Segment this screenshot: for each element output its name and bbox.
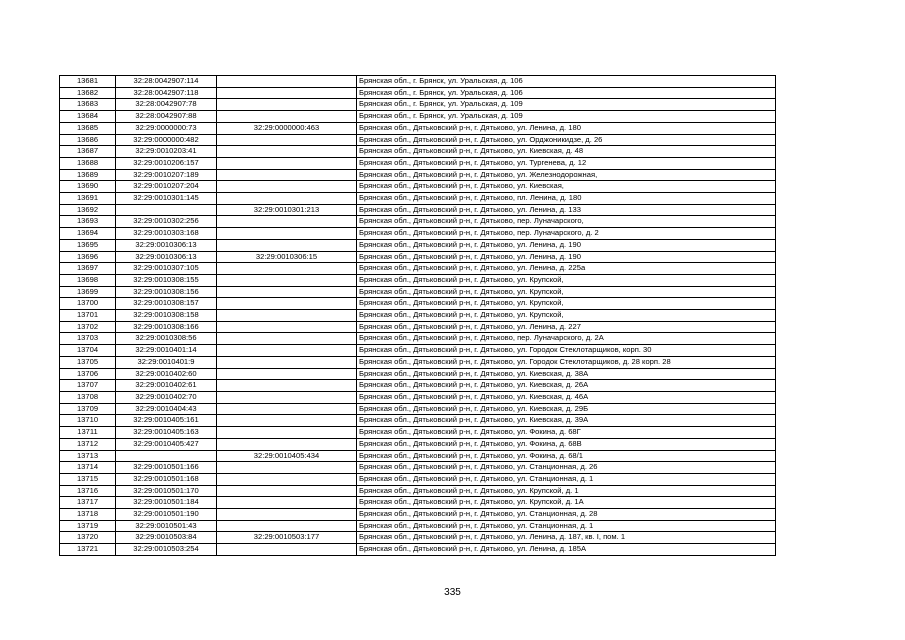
address-cell: Брянская обл., Дятьковский р-н, г. Дятьково, ул. Станционная, д. 1 xyxy=(357,520,776,532)
address-cell: Брянская обл., Дятьковский р-н, г. Дятьково, ул. Городок Стеклотарщиков, корп. 30 xyxy=(357,345,776,357)
row-number-cell: 13712 xyxy=(60,438,116,450)
address-cell: Брянская обл., Дятьковский р-н, г. Дятьково, ул. Крупской, xyxy=(357,286,776,298)
address-cell: Брянская обл., г. Брянск, ул. Уральская, д. 106 xyxy=(357,87,776,99)
linked-cadastral-number-cell xyxy=(217,403,357,415)
linked-cadastral-number-cell xyxy=(217,321,357,333)
table-row xyxy=(60,122,776,134)
address-cell: Брянская обл., Дятьковский р-н, г. Дятьково, ул. Железнодорожная, xyxy=(357,169,776,181)
row-number-cell: 13710 xyxy=(60,415,116,427)
cadastral-number-cell: 32:29:0010401:14 xyxy=(116,345,217,357)
cadastral-number-cell: 32:29:0010307:105 xyxy=(116,263,217,275)
row-number-cell: 13719 xyxy=(60,520,116,532)
address-cell: Брянская обл., Дятьковский р-н, г. Дятьково, ул. Ленина, д. 190 xyxy=(357,251,776,263)
table-row xyxy=(60,520,776,532)
cadastral-number-cell: 32:29:0010302:256 xyxy=(116,216,217,228)
linked-cadastral-number-cell xyxy=(217,415,357,427)
table-row xyxy=(60,427,776,439)
table-row xyxy=(60,345,776,357)
address-cell: Брянская обл., Дятьковский р-н, г. Дятьково, ул. Киевская, д. 48 xyxy=(357,146,776,158)
cadastral-number-cell: 32:29:0010404:43 xyxy=(116,403,217,415)
linked-cadastral-number-cell xyxy=(217,286,357,298)
address-cell: Брянская обл., Дятьковский р-н, г. Дятьково, пер. Луначарского, xyxy=(357,216,776,228)
page-number: 335 xyxy=(444,587,461,598)
table-row xyxy=(60,193,776,205)
table-row xyxy=(60,146,776,158)
row-number-cell: 13700 xyxy=(60,298,116,310)
linked-cadastral-number-cell xyxy=(217,157,357,169)
address-cell: Брянская обл., г. Брянск, ул. Уральская, д. 109 xyxy=(357,99,776,111)
cadastral-number-cell xyxy=(116,204,217,216)
table-row xyxy=(60,415,776,427)
table-row xyxy=(60,286,776,298)
cadastral-number-cell: 32:29:0010401:9 xyxy=(116,356,217,368)
address-cell: Брянская обл., Дятьковский р-н, г. Дятьково, ул. Ленина, д. 227 xyxy=(357,321,776,333)
cadastral-number-cell: 32:29:0010303:168 xyxy=(116,228,217,240)
linked-cadastral-number-cell xyxy=(217,473,357,485)
address-cell: Брянская обл., Дятьковский р-н, г. Дятьково, ул. Станционная, д. 28 xyxy=(357,509,776,521)
linked-cadastral-number-cell xyxy=(217,298,357,310)
address-cell: Брянская обл., Дятьковский р-н, г. Дятьково, ул. Киевская, xyxy=(357,181,776,193)
row-number-cell: 13708 xyxy=(60,391,116,403)
row-number-cell: 13703 xyxy=(60,333,116,345)
linked-cadastral-number-cell xyxy=(217,333,357,345)
linked-cadastral-number-cell xyxy=(217,134,357,146)
linked-cadastral-number-cell xyxy=(217,368,357,380)
linked-cadastral-number-cell: 32:29:0010306:15 xyxy=(217,251,357,263)
address-cell: Брянская обл., Дятьковский р-н, г. Дятьково, ул. Крупской, д. 1 xyxy=(357,485,776,497)
table-row xyxy=(60,263,776,275)
row-number-cell: 13709 xyxy=(60,403,116,415)
address-cell: Брянская обл., г. Брянск, ул. Уральская, д. 106 xyxy=(357,76,776,88)
address-cell: Брянская обл., Дятьковский р-н, г. Дятьково, пер. Луначарского, д. 2А xyxy=(357,333,776,345)
table-row xyxy=(60,298,776,310)
linked-cadastral-number-cell xyxy=(217,438,357,450)
address-cell: Брянская обл., Дятьковский р-н, г. Дятьково, ул. Крупской, xyxy=(357,310,776,322)
linked-cadastral-number-cell: 32:29:0010405:434 xyxy=(217,450,357,462)
address-cell: Брянская обл., Дятьковский р-н, г. Дятьково, ул. Ленина, д. 190 xyxy=(357,239,776,251)
address-cell: Брянская обл., Дятьковский р-н, г. Дятьково, ул. Крупской, д. 1А xyxy=(357,497,776,509)
address-cell: Брянская обл., Дятьковский р-н, г. Дятьково, пер. Луначарского, д. 2 xyxy=(357,228,776,240)
row-number-cell: 13718 xyxy=(60,509,116,521)
address-cell: Брянская обл., Дятьковский р-н, г. Дятьково, ул. Киевская, д. 46А xyxy=(357,391,776,403)
cadastral-number-cell xyxy=(116,450,217,462)
table-row xyxy=(60,356,776,368)
linked-cadastral-number-cell xyxy=(217,274,357,286)
cadastral-number-cell: 32:29:0010503:254 xyxy=(116,544,217,556)
row-number-cell: 13716 xyxy=(60,485,116,497)
row-number-cell: 13720 xyxy=(60,532,116,544)
table-row xyxy=(60,216,776,228)
linked-cadastral-number-cell: 32:29:0010301:213 xyxy=(217,204,357,216)
cadastral-number-cell: 32:29:0010503:84 xyxy=(116,532,217,544)
cadastral-number-cell: 32:28:0042907:118 xyxy=(116,87,217,99)
row-number-cell: 13687 xyxy=(60,146,116,158)
linked-cadastral-number-cell xyxy=(217,87,357,99)
address-cell: Брянская обл., Дятьковский р-н, г. Дятьково, ул. Киевская, д. 38А xyxy=(357,368,776,380)
row-number-cell: 13692 xyxy=(60,204,116,216)
table-row xyxy=(60,111,776,123)
cadastral-number-cell: 32:29:0010203:41 xyxy=(116,146,217,158)
cadastral-number-cell: 32:29:0010308:157 xyxy=(116,298,217,310)
table-row xyxy=(60,251,776,263)
cadastral-number-cell: 32:29:0010308:155 xyxy=(116,274,217,286)
cadastral-number-cell: 32:29:0010405:163 xyxy=(116,427,217,439)
address-cell: Брянская обл., Дятьковский р-н, г. Дятьково, ул. Тургенева, д. 12 xyxy=(357,157,776,169)
linked-cadastral-number-cell xyxy=(217,356,357,368)
linked-cadastral-number-cell: 32:29:0000000:463 xyxy=(217,122,357,134)
cadastral-number-cell: 32:29:0010501:190 xyxy=(116,509,217,521)
address-cell: Брянская обл., Дятьковский р-н, г. Дятьково, пл. Ленина, д. 180 xyxy=(357,193,776,205)
cadastral-number-cell: 32:29:0010501:184 xyxy=(116,497,217,509)
row-number-cell: 13701 xyxy=(60,310,116,322)
row-number-cell: 13707 xyxy=(60,380,116,392)
linked-cadastral-number-cell xyxy=(217,216,357,228)
row-number-cell: 13690 xyxy=(60,181,116,193)
table-row xyxy=(60,391,776,403)
address-cell: Брянская обл., Дятьковский р-н, г. Дятьково, ул. Фокина, д. 68В xyxy=(357,438,776,450)
row-number-cell: 13696 xyxy=(60,251,116,263)
cadastral-number-cell: 32:29:0010501:166 xyxy=(116,462,217,474)
address-cell: Брянская обл., Дятьковский р-н, г. Дятьково, ул. Фокина, д. 68/1 xyxy=(357,450,776,462)
table-row xyxy=(60,134,776,146)
row-number-cell: 13721 xyxy=(60,544,116,556)
row-number-cell: 13717 xyxy=(60,497,116,509)
linked-cadastral-number-cell xyxy=(217,76,357,88)
address-cell: Брянская обл., Дятьковский р-н, г. Дятьково, ул. Киевская, д. 26А xyxy=(357,380,776,392)
linked-cadastral-number-cell: 32:29:0010503:177 xyxy=(217,532,357,544)
address-cell: Брянская обл., Дятьковский р-н, г. Дятьково, ул. Крупской, xyxy=(357,274,776,286)
linked-cadastral-number-cell xyxy=(217,345,357,357)
table-row xyxy=(60,532,776,544)
cadastral-number-cell: 32:29:0010206:157 xyxy=(116,157,217,169)
table-row xyxy=(60,228,776,240)
row-number-cell: 13691 xyxy=(60,193,116,205)
linked-cadastral-number-cell xyxy=(217,193,357,205)
table-row xyxy=(60,462,776,474)
cadastral-number-cell: 32:29:0010308:166 xyxy=(116,321,217,333)
row-number-cell: 13681 xyxy=(60,76,116,88)
linked-cadastral-number-cell xyxy=(217,485,357,497)
linked-cadastral-number-cell xyxy=(217,497,357,509)
table-row xyxy=(60,169,776,181)
linked-cadastral-number-cell xyxy=(217,462,357,474)
address-cell: Брянская обл., Дятьковский р-н, г. Дятьково, ул. Орджоникидзе, д. 26 xyxy=(357,134,776,146)
address-cell: Брянская обл., Дятьковский р-н, г. Дятьково, ул. Ленина, д. 225а xyxy=(357,263,776,275)
cadastral-number-cell: 32:29:0010501:168 xyxy=(116,473,217,485)
register-table-body xyxy=(60,76,776,556)
linked-cadastral-number-cell xyxy=(217,111,357,123)
row-number-cell: 13697 xyxy=(60,263,116,275)
table-row xyxy=(60,509,776,521)
cadastral-number-cell: 32:29:0010405:161 xyxy=(116,415,217,427)
address-cell: Брянская обл., Дятьковский р-н, г. Дятьково, ул. Ленина, д. 133 xyxy=(357,204,776,216)
table-row xyxy=(60,157,776,169)
table-row xyxy=(60,99,776,111)
table-row xyxy=(60,380,776,392)
linked-cadastral-number-cell xyxy=(217,146,357,158)
linked-cadastral-number-cell xyxy=(217,544,357,556)
linked-cadastral-number-cell xyxy=(217,509,357,521)
table-row xyxy=(60,181,776,193)
row-number-cell: 13715 xyxy=(60,473,116,485)
row-number-cell: 13688 xyxy=(60,157,116,169)
cadastral-number-cell: 32:29:0010501:43 xyxy=(116,520,217,532)
table-row xyxy=(60,310,776,322)
cadastral-number-cell: 32:29:0010308:158 xyxy=(116,310,217,322)
table-row xyxy=(60,450,776,462)
table-row xyxy=(60,497,776,509)
row-number-cell: 13683 xyxy=(60,99,116,111)
row-number-cell: 13711 xyxy=(60,427,116,439)
table-row xyxy=(60,485,776,497)
cadastral-number-cell: 32:28:0042907:114 xyxy=(116,76,217,88)
address-cell: Брянская обл., Дятьковский р-н, г. Дятьково, ул. Фокина, д. 68Г xyxy=(357,427,776,439)
linked-cadastral-number-cell xyxy=(217,427,357,439)
cadastral-number-cell: 32:28:0042907:78 xyxy=(116,99,217,111)
address-cell: Брянская обл., Дятьковский р-н, г. Дятьково, ул. Ленина, д. 185А xyxy=(357,544,776,556)
cadastral-number-cell: 32:29:0010308:156 xyxy=(116,286,217,298)
linked-cadastral-number-cell xyxy=(217,99,357,111)
row-number-cell: 13685 xyxy=(60,122,116,134)
linked-cadastral-number-cell xyxy=(217,239,357,251)
row-number-cell: 13686 xyxy=(60,134,116,146)
row-number-cell: 13684 xyxy=(60,111,116,123)
cadastral-number-cell: 32:29:0010501:170 xyxy=(116,485,217,497)
table-row xyxy=(60,76,776,88)
table-row xyxy=(60,87,776,99)
linked-cadastral-number-cell xyxy=(217,169,357,181)
row-number-cell: 13704 xyxy=(60,345,116,357)
row-number-cell: 13705 xyxy=(60,356,116,368)
cadastral-number-cell: 32:29:0010402:60 xyxy=(116,368,217,380)
row-number-cell: 13689 xyxy=(60,169,116,181)
table-row xyxy=(60,403,776,415)
table-row xyxy=(60,544,776,556)
address-cell: Брянская обл., Дятьковский р-н, г. Дятьково, ул. Городок Стеклотарщиков, д. 28 корп. 28 xyxy=(357,356,776,368)
cadastral-number-cell: 32:29:0010402:61 xyxy=(116,380,217,392)
row-number-cell: 13713 xyxy=(60,450,116,462)
table-row xyxy=(60,239,776,251)
row-number-cell: 13706 xyxy=(60,368,116,380)
address-cell: Брянская обл., Дятьковский р-н, г. Дятьково, ул. Киевская, д. 29Б xyxy=(357,403,776,415)
linked-cadastral-number-cell xyxy=(217,181,357,193)
table-row xyxy=(60,438,776,450)
table-row xyxy=(60,368,776,380)
linked-cadastral-number-cell xyxy=(217,310,357,322)
address-cell: Брянская обл., Дятьковский р-н, г. Дятьково, ул. Крупской, xyxy=(357,298,776,310)
address-cell: Брянская обл., Дятьковский р-н, г. Дятьково, ул. Ленина, д. 180 xyxy=(357,122,776,134)
cadastral-number-cell: 32:29:0010207:189 xyxy=(116,169,217,181)
register-table xyxy=(59,75,776,556)
address-cell: Брянская обл., Дятьковский р-н, г. Дятьково, ул. Ленина, д. 187, кв. I, пом. 1 xyxy=(357,532,776,544)
cadastral-number-cell: 32:29:0010308:56 xyxy=(116,333,217,345)
cadastral-number-cell: 32:29:0010405:427 xyxy=(116,438,217,450)
cadastral-number-cell: 32:28:0042907:88 xyxy=(116,111,217,123)
address-cell: Брянская обл., Дятьковский р-н, г. Дятьково, ул. Киевская, д. 39А xyxy=(357,415,776,427)
row-number-cell: 13699 xyxy=(60,286,116,298)
linked-cadastral-number-cell xyxy=(217,380,357,392)
row-number-cell: 13682 xyxy=(60,87,116,99)
cadastral-number-cell: 32:29:0000000:73 xyxy=(116,122,217,134)
address-cell: Брянская обл., Дятьковский р-н, г. Дятьково, ул. Станционная, д. 1 xyxy=(357,473,776,485)
table-row xyxy=(60,274,776,286)
linked-cadastral-number-cell xyxy=(217,520,357,532)
cadastral-number-cell: 32:29:0010306:13 xyxy=(116,239,217,251)
cadastral-number-cell: 32:29:0010301:145 xyxy=(116,193,217,205)
row-number-cell: 13714 xyxy=(60,462,116,474)
cadastral-number-cell: 32:29:0010207:204 xyxy=(116,181,217,193)
row-number-cell: 13693 xyxy=(60,216,116,228)
table-row xyxy=(60,204,776,216)
address-cell: Брянская обл., Дятьковский р-н, г. Дятьково, ул. Станционная, д. 26 xyxy=(357,462,776,474)
row-number-cell: 13698 xyxy=(60,274,116,286)
table-row xyxy=(60,321,776,333)
cadastral-number-cell: 32:29:0010306:13 xyxy=(116,251,217,263)
table-row xyxy=(60,333,776,345)
linked-cadastral-number-cell xyxy=(217,263,357,275)
row-number-cell: 13695 xyxy=(60,239,116,251)
cadastral-number-cell: 32:29:0010402:70 xyxy=(116,391,217,403)
linked-cadastral-number-cell xyxy=(217,228,357,240)
row-number-cell: 13702 xyxy=(60,321,116,333)
table-row xyxy=(60,473,776,485)
linked-cadastral-number-cell xyxy=(217,391,357,403)
cadastral-number-cell: 32:29:0000000:482 xyxy=(116,134,217,146)
row-number-cell: 13694 xyxy=(60,228,116,240)
address-cell: Брянская обл., г. Брянск, ул. Уральская, д. 109 xyxy=(357,111,776,123)
